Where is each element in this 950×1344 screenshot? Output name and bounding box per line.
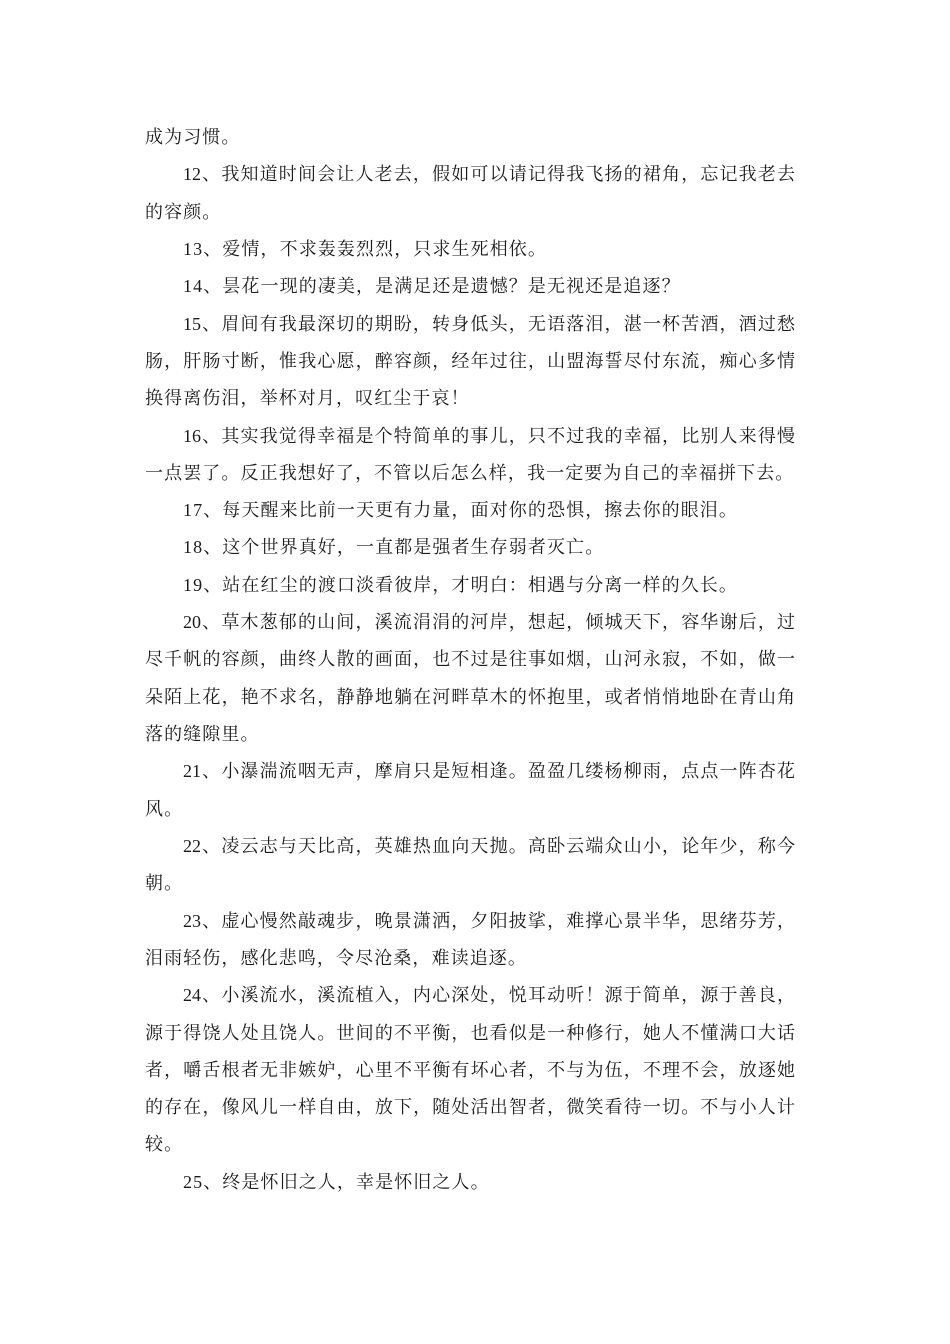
paragraph-25 (145, 1164, 795, 1201)
paragraph-line: 14、昙花一现的凄美，是满足还是遗憾？是无视还是追逐？ (183, 276, 681, 297)
paragraph-line: 24、小溪流水，溪流植入，内心深处，悦耳动听！源于简单，源于善良， (183, 985, 795, 1006)
paragraph-20 (145, 604, 795, 753)
paragraph-line: 22、凌云志与天比高，英雄热血向天抛。高卧云端众山小，论年少，称今 (183, 835, 795, 856)
paragraph-continuation (145, 119, 795, 156)
paragraph-line: 16、其实我觉得幸福是个特简单的事儿，只不过我的幸福，比别人来得慢 (183, 425, 795, 446)
paragraph-17 (145, 492, 795, 529)
paragraph-line: 12、我知道时间会让人老去，假如可以请记得我飞扬的裙角，忘记我老去 (183, 164, 795, 185)
paragraph-16 (145, 418, 795, 493)
paragraph-24 (145, 977, 795, 1164)
paragraph-line: 的容颜。 (145, 201, 222, 222)
paragraph-line: 落的缝隙里。 (145, 724, 260, 744)
paragraph-line: 21、小瀑湍流咽无声，摩肩只是短相逢。盈盈几缕杨柳雨，点点一阵杏花 (183, 761, 795, 782)
paragraph-line: 源于得饶人处且饶人。世间的不平衡，也看似是一种修行，她人不懂满口大话 (145, 1022, 795, 1043)
paragraph-line: 者，嚼舌根者无非嫉妒，心里不平衡有坏心者，不与为伍，不理不会，放逐她 (145, 1059, 795, 1080)
paragraph-line: 25、终是怀旧之人，幸是怀旧之人。 (183, 1171, 490, 1192)
paragraph-line: 朝。 (145, 873, 184, 894)
paragraph-line: 成为习惯。 (145, 127, 241, 147)
paragraph-22 (145, 828, 795, 903)
paragraph-line: 一点罢了。反正我想好了，不管以后怎么样，我一定要为自己的幸福拼下去。 (145, 462, 795, 483)
paragraph-line: 17、每天醒来比前一天更有力量，面对你的恐惧，擦去你的眼泪。 (183, 500, 738, 521)
paragraph-13 (145, 231, 795, 268)
paragraph-15 (145, 306, 795, 418)
paragraph-line: 18、这个世界真好，一直都是强者生存弱者灭亡。 (183, 537, 605, 558)
paragraph-19 (145, 567, 795, 604)
paragraph-line: 朵陌上花，艳不求名，静静地躺在河畔草木的怀抱里，或者悄悄地卧在青山角 (145, 686, 795, 707)
paragraph-line: 13、爱情，不求轰轰烈烈，只求生死相依。 (183, 238, 547, 259)
paragraph-line: 风。 (145, 798, 184, 819)
paragraph-line: 尽千帆的容颜，曲终人散的画面，也不过是往事如烟，山河永寂，不如，做一 (145, 649, 795, 670)
paragraph-12 (145, 156, 795, 231)
paragraph-line: 20、草木葱郁的山间，溪流涓涓的河岸，想起，倾城天下，容华谢后，过 (183, 612, 795, 633)
paragraph-line: 肠，肝肠寸断，惟我心愿，醉容颜，经年过往，山盟海誓尽付东流，痴心多情 (145, 350, 795, 371)
paragraph-line: 23、虚心慢然敲魂步，晚景潇洒，夕阳披挲，难撑心景半华，思绪芬芳， (183, 910, 795, 931)
paragraph-14 (145, 268, 795, 305)
paragraph-line: 15、眉间有我最深切的期盼，转身低头，无语落泪，湛一杯苦酒，酒过愁 (183, 313, 795, 334)
paragraph-21 (145, 753, 795, 828)
paragraph-line: 19、站在红尘的渡口淡看彼岸，才明白：相遇与分离一样的久长。 (183, 574, 738, 595)
paragraph-line: 泪雨轻伤，感化悲鸣，令尽沧桑，难读追逐。 (145, 947, 527, 968)
paragraph-line: 的存在，像风儿一样自由，放下，随处活出智者，微笑看待一切。不与小人计 (145, 1097, 795, 1118)
paragraph-line: 较。 (145, 1134, 184, 1155)
paragraph-line: 换得离伤泪，举杯对月，叹红尘于哀！ (145, 388, 470, 409)
paragraph-23 (145, 903, 795, 978)
paragraph-18 (145, 529, 795, 566)
document-page (145, 119, 795, 1201)
